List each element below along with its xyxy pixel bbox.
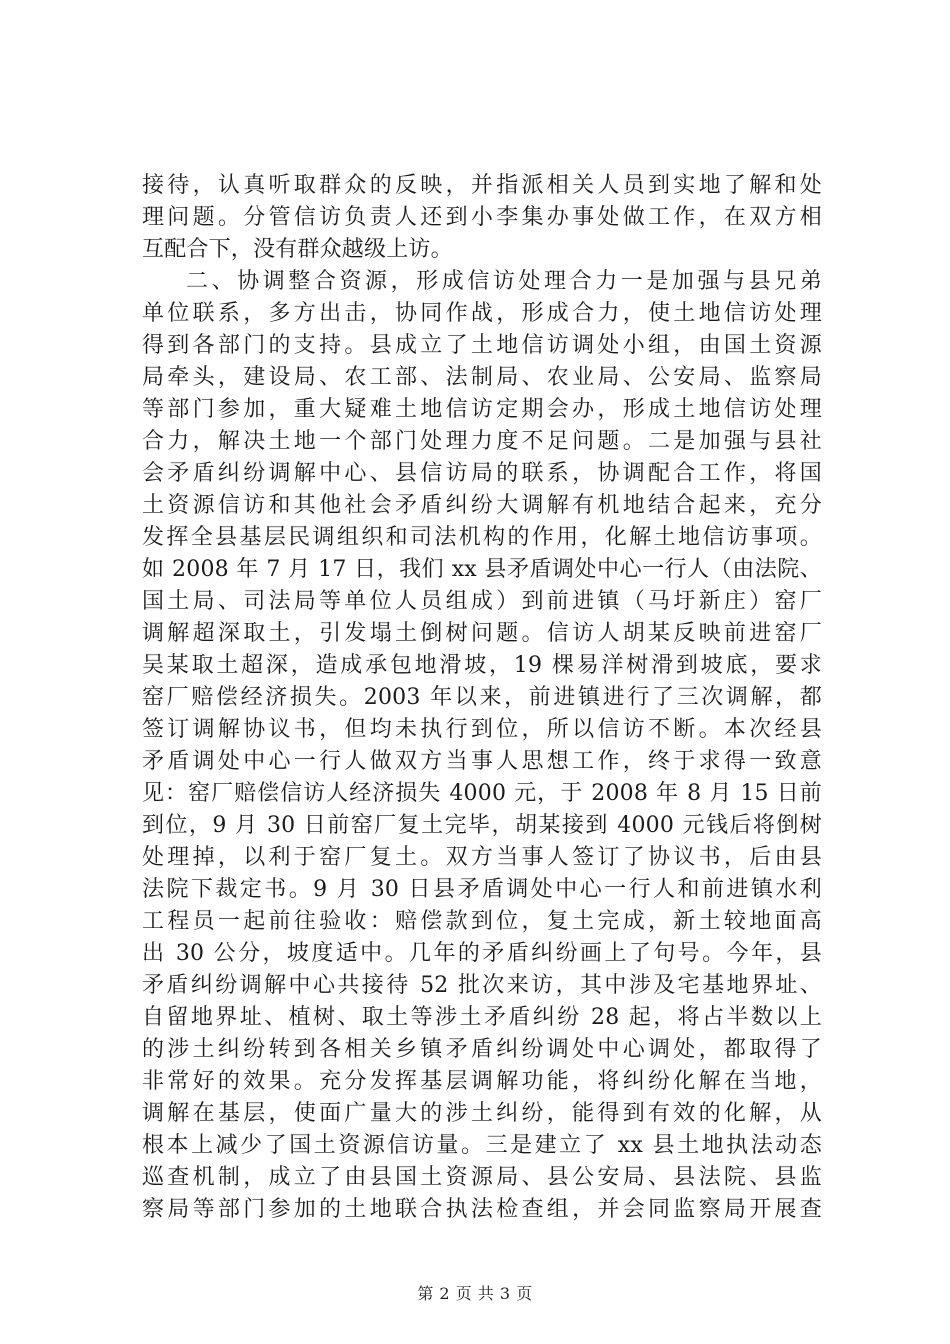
text-line: 局牵头，建设局、农工部、法制局、农业局、公安局、监察局: [142, 365, 822, 390]
text-line: 根本上减少了国土资源信访量。三是建立了 xx 县土地执法动态: [142, 1133, 822, 1158]
text-line: 窑厂赔偿经济损失。2003 年以来，前进镇进行了三次调解，都: [142, 685, 822, 710]
text-line: 得到各部门的支持。县成立了土地信访调处小组，由国土资源: [142, 333, 822, 358]
paragraph-start-line: 二、协调整合资源，形成信访处理合力一是加强与县兄弟: [186, 269, 822, 294]
text-line: 见：窑厂赔偿信访人经济损失 4000 元，于 2008 年 8 月 15 日前: [142, 781, 822, 806]
text-line: 国土局、司法局等单位人员组成）到前进镇（马圩新庄）窑厂: [142, 589, 822, 614]
text-line: 发挥全县基层民调组织和司法机构的作用，化解土地信访事项。: [142, 525, 822, 550]
page-number-footer: 第 2 页 共 3 页: [417, 1284, 533, 1303]
text-line: 会矛盾纠纷调解中心、县信访局的联系，协调配合工作，将国: [142, 461, 822, 486]
text-line: 调解在基层，使面广量大的涉土纠纷，能得到有效的化解，从: [142, 1101, 822, 1126]
text-line: 工程员一起前往验收：赔偿款到位，复土完成，新土较地面高: [142, 909, 822, 934]
text-line: 矛盾纠纷调解中心共接待 52 批次来访，其中涉及宅基地界址、: [142, 973, 822, 998]
text-line: 调解超深取土，引发塌土倒树问题。信访人胡某反映前进窑厂: [142, 621, 822, 646]
text-line: 到位，9 月 30 日前窑厂复土完毕，胡某接到 4000 元钱后将倒树: [142, 813, 822, 838]
text-line: 如 2008 年 7 月 17 日，我们 xx 县矛盾调处中心一行人（由法院、: [142, 557, 822, 582]
text-line: 巡查机制，成立了由县国土资源局、县公安局、县法院、县监: [142, 1165, 822, 1190]
text-line: 接待，认真听取群众的反映，并指派相关人员到实地了解和处: [142, 173, 822, 198]
text-line: 法院下裁定书。9 月 30 日县矛盾调处中心一行人和前进镇水利: [142, 877, 822, 902]
text-line: 签订调解协议书，但均未执行到位，所以信访不断。本次经县: [142, 717, 822, 742]
text-line: 处理掉，以利于窑厂复土。双方当事人签订了协议书，后由县: [142, 845, 822, 870]
text-line: 自留地界址、植树、取土等涉土矛盾纠纷 28 起，将占半数以上: [142, 1005, 822, 1030]
text-line: 互配合下，没有群众越级上访。: [142, 237, 453, 262]
text-line: 的涉土纠纷转到各相关乡镇矛盾纠纷调处中心调处，都取得了: [142, 1037, 822, 1062]
text-line: 矛盾调处中心一行人做双方当事人思想工作，终于求得一致意: [142, 749, 822, 774]
text-line: 察局等部门参加的土地联合执法检查组，并会同监察局开展查: [142, 1197, 822, 1222]
text-line: 出 30 公分，坡度适中。几年的矛盾纠纷画上了句号。今年，县: [142, 941, 822, 966]
text-line: 合力，解决土地一个部门处理力度不足问题。二是加强与县社: [142, 429, 822, 454]
text-line: 等部门参加，重大疑难土地信访定期会办，形成土地信访处理: [142, 397, 822, 422]
text-line: 土资源信访和其他社会矛盾纠纷大调解有机地结合起来，充分: [142, 493, 822, 518]
text-line: 单位联系，多方出击，协同作战，形成合力，使土地信访处理: [142, 301, 822, 326]
text-line: 非常好的效果。充分发挥基层调解功能，将纠纷化解在当地，: [142, 1069, 822, 1094]
text-line: 吴某取土超深，造成承包地滑坡，19 棵易洋树滑到坡底，要求: [142, 653, 822, 678]
body-text: [142, 170, 822, 1226]
text-line: 理问题。分管信访负责人还到小李集办事处做工作，在双方相: [142, 205, 822, 230]
